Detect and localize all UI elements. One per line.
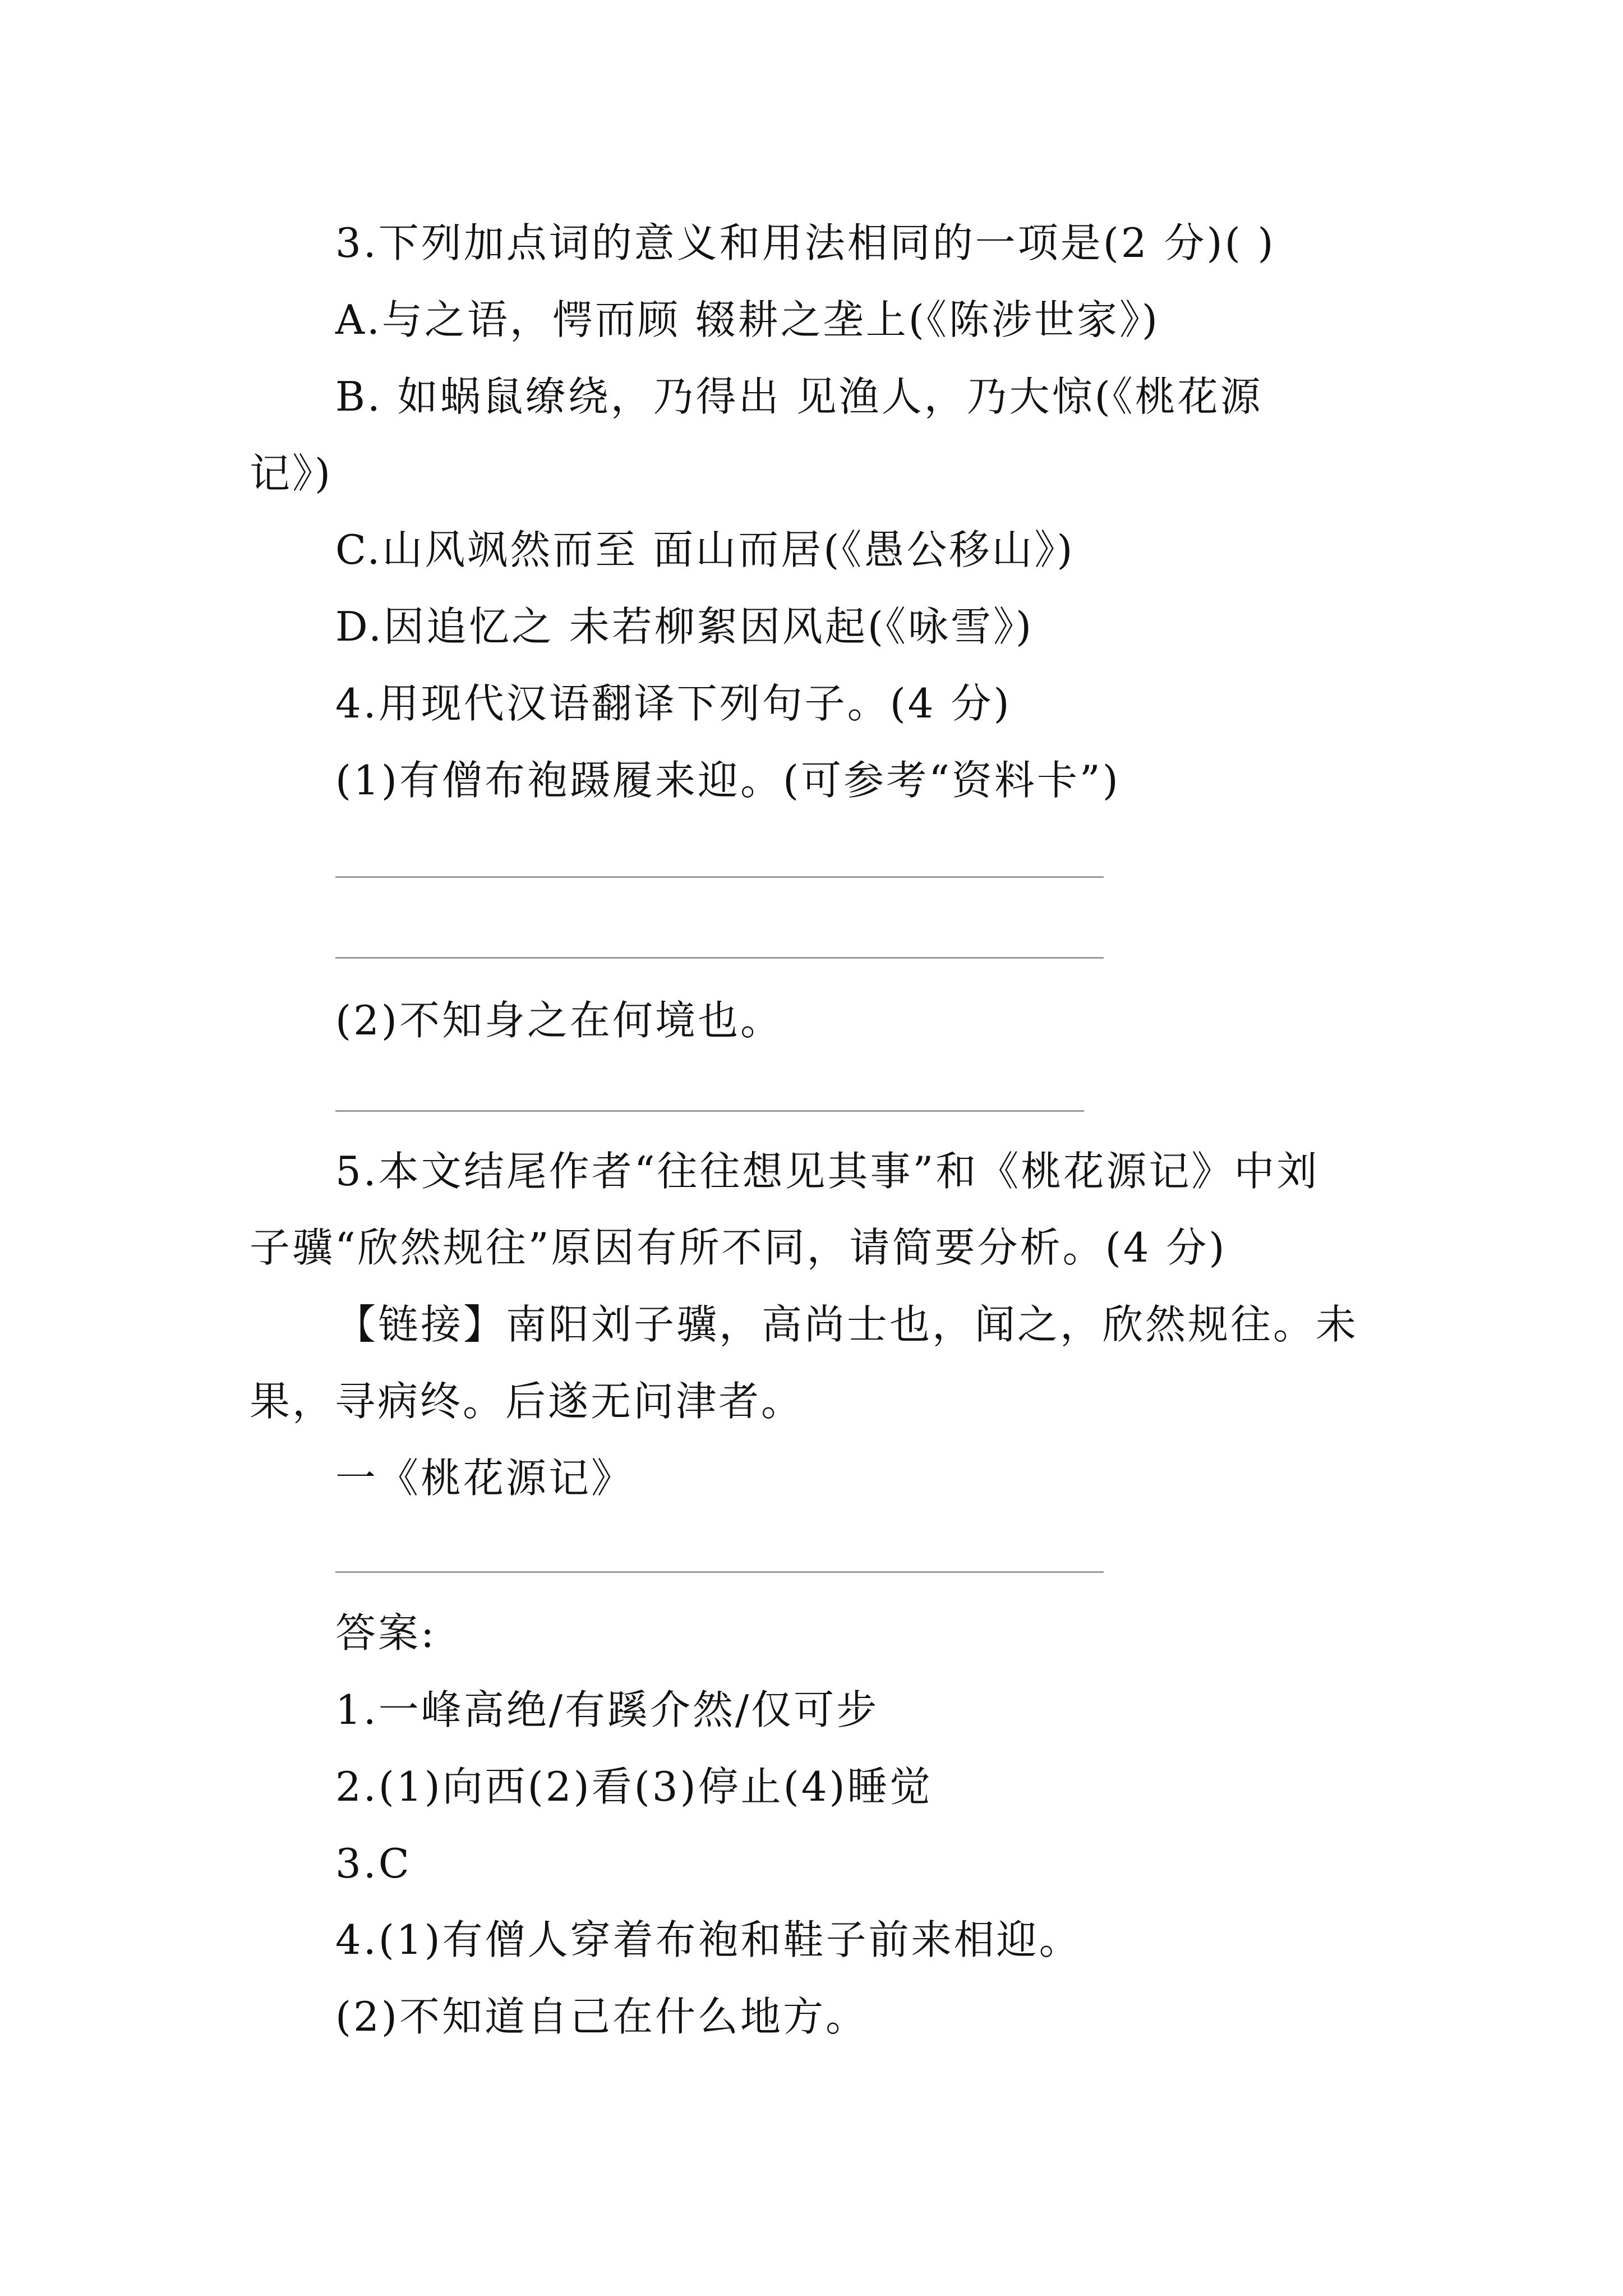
- question-3-prompt: 3.下列加点词的意义和用法相同的一项是(2 分)( ): [335, 219, 1276, 266]
- question-3-option-c: C.山风飒然而至 面山而居(《愚公移山》): [335, 526, 1075, 573]
- question-4-sub-2: (2)不知身之在何境也。: [335, 997, 783, 1044]
- link-passage-line-1: 【链接】南阳刘子骥，高尚士也，闻之，欣然规往。未: [335, 1301, 1359, 1348]
- link-passage-source: 一《桃花源记》: [335, 1455, 634, 1502]
- question-3-option-d: D.因追忆之 未若柳絮因风起(《咏雪》): [335, 603, 1034, 650]
- answer-blank-line: [335, 1110, 1084, 1112]
- question-5-prompt-line-2: 子骥“欣然规往”原因有所不同，请简要分析。(4 分): [250, 1224, 1227, 1271]
- question-3-option-b-line-1: B. 如蜗鼠缭绕，乃得出 见渔人，乃大惊(《桃花源: [335, 373, 1263, 420]
- answer-blank-line: [335, 1571, 1104, 1573]
- answer-blank-line: [335, 876, 1104, 878]
- question-5-prompt-line-1: 5.本文结尾作者“往往想见其事”和《桃花源记》中刘: [335, 1148, 1320, 1195]
- link-passage-line-2: 果，寻病终。后遂无问津者。: [250, 1378, 804, 1425]
- question-3-option-a: A.与之语，愕而顾 辍耕之垄上(《陈涉世家》): [335, 296, 1160, 343]
- question-4-prompt: 4.用现代汉语翻译下列句子。(4 分): [335, 680, 1012, 727]
- question-4-sub-1: (1)有僧布袍蹑履来迎。(可参考“资料卡”): [335, 757, 1121, 804]
- answer-4-2: (2)不知道自己在什么地方。: [335, 1993, 868, 2040]
- question-3-option-b-line-2: 记》): [250, 450, 333, 497]
- answer-4-1: 4.(1)有僧人穿着布袍和鞋子前来相迎。: [335, 1916, 1082, 1963]
- answer-blank-line: [335, 957, 1104, 959]
- answer-3: 3.C: [335, 1840, 412, 1887]
- answers-heading: 答案:: [335, 1609, 437, 1657]
- answer-1: 1.一峰高绝/有蹊介然/仅可步: [335, 1686, 879, 1733]
- answer-2: 2.(1)向西(2)看(3)停止(4)睡觉: [335, 1763, 933, 1810]
